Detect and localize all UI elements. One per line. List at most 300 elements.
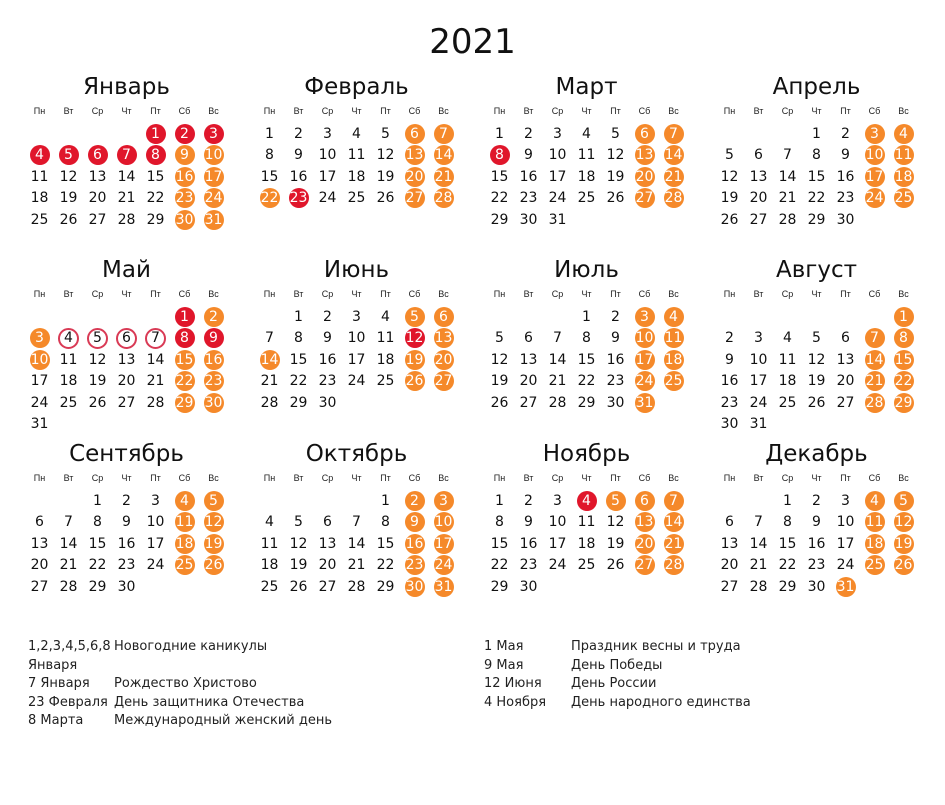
weekend-day: 21 <box>664 535 683 552</box>
days-grid <box>255 123 458 209</box>
day-cell: 12 <box>88 351 107 368</box>
day-cell: 26 <box>807 394 826 411</box>
day-cell: 25 <box>59 394 78 411</box>
weekday-label: Пн <box>33 289 46 299</box>
empty-cell <box>831 306 860 328</box>
legend-date: 1 Мая <box>484 639 524 654</box>
weekend-day: 31 <box>204 211 223 228</box>
weekend-day: 5 <box>400 306 429 328</box>
day-cell: 24 <box>347 373 366 390</box>
day-cell: 28 <box>260 394 279 411</box>
weekday-label: Вс <box>668 473 679 483</box>
weekend-day: 16 <box>204 351 223 368</box>
empty-cell <box>54 123 83 145</box>
weekend-day: 20 <box>405 168 424 185</box>
legend-date: 12 Июня <box>484 676 542 691</box>
weekday-label: Вс <box>208 106 219 116</box>
weekday-label: Чт <box>121 289 132 299</box>
day-cell: 25 <box>376 373 395 390</box>
day-cell: 17 <box>146 535 165 552</box>
day-cell: 27 <box>117 394 136 411</box>
weekend-day: 8 <box>889 328 918 350</box>
day-cell: 22 <box>490 557 509 574</box>
weekday-label: Ср <box>321 289 334 299</box>
legend-date: 23 Февраля <box>28 694 108 710</box>
day-cell: 14 <box>59 535 78 552</box>
weekend-day: 31 <box>434 578 453 595</box>
empty-cell <box>773 306 802 328</box>
weekend-day: 27 <box>635 557 654 574</box>
day-cell: 13 <box>30 535 49 552</box>
day-cell: 27 <box>318 578 337 595</box>
weekend-day: 22 <box>175 373 194 390</box>
day-cell: 3 <box>553 492 562 509</box>
legend-row <box>28 694 468 713</box>
empty-cell <box>715 306 744 328</box>
month-1 <box>25 72 228 231</box>
day-cell: 25 <box>30 211 49 228</box>
day-cell: 21 <box>146 373 165 390</box>
day-cell: 9 <box>524 147 533 164</box>
day-cell: 19 <box>606 535 625 552</box>
day-cell: 10 <box>318 147 337 164</box>
empty-cell <box>802 306 831 328</box>
day-cell: 19 <box>289 557 308 574</box>
weekend-day: 10 <box>30 351 49 368</box>
day-cell: 22 <box>577 373 596 390</box>
weekday-label: Пн <box>33 106 46 116</box>
day-cell: 4 <box>265 514 274 531</box>
weekend-day: 25 <box>175 557 194 574</box>
empty-cell <box>25 123 54 145</box>
day-cell: 4 <box>582 125 591 142</box>
holiday-legend-left <box>28 638 468 731</box>
day-cell: 7 <box>265 330 274 347</box>
day-cell: 4 <box>381 308 390 325</box>
weekday-label: Чт <box>811 106 822 116</box>
weekday-label: Вт <box>63 473 74 483</box>
weekend-day: 4 <box>170 490 199 512</box>
day-cell: 31 <box>548 211 567 228</box>
weekday-label: Вт <box>293 106 304 116</box>
weekend-day: 26 <box>405 373 424 390</box>
day-cell: 11 <box>59 351 78 368</box>
weekend-day: 6 <box>630 490 659 512</box>
weekend-day: 14 <box>260 351 279 368</box>
weekend-day: 11 <box>894 147 913 164</box>
month-title: Май <box>102 257 151 283</box>
day-cell: 15 <box>289 351 308 368</box>
weekday-label: Ср <box>321 473 334 483</box>
day-cell: 30 <box>318 394 337 411</box>
day-cell: 12 <box>606 147 625 164</box>
weekday-label: Пн <box>263 289 276 299</box>
empty-cell <box>715 490 744 512</box>
month-title: Январь <box>83 74 170 100</box>
day-cell: 23 <box>807 557 826 574</box>
day-cell: 11 <box>260 535 279 552</box>
day-cell: 15 <box>260 168 279 185</box>
weekend-day: 28 <box>865 394 884 411</box>
weekday-label: Пт <box>840 106 851 116</box>
day-cell: 12 <box>807 351 826 368</box>
weekday-label: Вт <box>523 106 534 116</box>
weekday-header <box>255 104 458 118</box>
weekend-day: 24 <box>865 190 884 207</box>
weekday-label: Сб <box>868 473 881 483</box>
day-cell: 27 <box>88 211 107 228</box>
weekday-label: Вс <box>898 473 909 483</box>
day-cell: 2 <box>611 308 620 325</box>
weekend-day: 20 <box>635 168 654 185</box>
weekday-label: Вс <box>668 289 679 299</box>
day-cell: 17 <box>749 373 768 390</box>
day-cell: 29 <box>376 578 395 595</box>
weekend-day: 17 <box>204 168 223 185</box>
day-cell: 12 <box>376 147 395 164</box>
day-cell: 8 <box>294 330 303 347</box>
day-cell: 23 <box>720 394 739 411</box>
weekday-label: Вт <box>753 289 764 299</box>
weekday-label: Сб <box>178 473 191 483</box>
day-cell: 8 <box>783 514 792 531</box>
empty-cell <box>744 123 773 145</box>
day-cell: 3 <box>841 492 850 509</box>
day-cell: 26 <box>490 394 509 411</box>
day-cell: 3 <box>323 125 332 142</box>
weekend-day: 27 <box>434 373 453 390</box>
weekday-label: Чт <box>811 473 822 483</box>
weekend-day: 9 <box>400 512 429 534</box>
weekday-label: Вт <box>523 289 534 299</box>
legend-holiday-name: День России <box>571 676 657 691</box>
weekend-day: 31 <box>836 578 855 595</box>
holiday-day: 4 <box>572 490 601 512</box>
weekend-day: 15 <box>894 351 913 368</box>
weekend-day: 13 <box>635 147 654 164</box>
weekend-day: 2 <box>400 490 429 512</box>
weekend-day: 18 <box>865 535 884 552</box>
holiday-day: 2 <box>170 123 199 145</box>
weekend-day: 5 <box>889 490 918 512</box>
weekday-label: Пн <box>263 106 276 116</box>
weekday-label: Сб <box>868 106 881 116</box>
month-title: Июль <box>554 257 619 283</box>
days-grid <box>715 490 918 598</box>
day-cell: 18 <box>376 351 395 368</box>
day-cell: 21 <box>117 190 136 207</box>
weekend-day: 22 <box>894 373 913 390</box>
days-grid <box>715 123 918 231</box>
day-cell: 12 <box>606 514 625 531</box>
weekday-label: Сб <box>638 106 651 116</box>
days-grid <box>255 490 458 598</box>
day-cell: 24 <box>548 190 567 207</box>
weekend-day: 7 <box>659 123 688 145</box>
day-cell: 18 <box>577 168 596 185</box>
day-cell: 1 <box>495 125 504 142</box>
day-cell: 17 <box>30 373 49 390</box>
weekend-day: 21 <box>865 373 884 390</box>
day-cell: 5 <box>611 125 620 142</box>
weekday-label: Пт <box>610 289 621 299</box>
day-cell: 15 <box>577 351 596 368</box>
day-cell: 23 <box>606 373 625 390</box>
day-cell: 22 <box>146 190 165 207</box>
day-cell: 16 <box>606 351 625 368</box>
day-cell: 17 <box>548 168 567 185</box>
day-cell: 24 <box>548 557 567 574</box>
legend-row <box>484 657 924 676</box>
weekday-label: Чт <box>121 106 132 116</box>
weekday-header <box>25 104 228 118</box>
day-cell: 3 <box>553 125 562 142</box>
legend-row <box>484 675 924 694</box>
weekday-label: Ср <box>321 106 334 116</box>
weekday-label: Ср <box>91 289 104 299</box>
day-cell: 20 <box>749 190 768 207</box>
weekend-day: 29 <box>894 394 913 411</box>
weekday-label: Вс <box>438 106 449 116</box>
day-cell: 26 <box>59 211 78 228</box>
day-cell: 6 <box>323 514 332 531</box>
weekday-label: Сб <box>408 289 421 299</box>
empty-cell <box>773 123 802 145</box>
day-cell: 15 <box>490 168 509 185</box>
day-cell: 10 <box>146 514 165 531</box>
day-cell: 20 <box>117 373 136 390</box>
day-cell: 19 <box>490 373 509 390</box>
weekend-day: 5 <box>199 490 228 512</box>
empty-cell <box>25 306 54 328</box>
weekend-day: 23 <box>204 373 223 390</box>
month-title: Февраль <box>304 74 409 100</box>
day-cell: 8 <box>93 514 102 531</box>
weekend-day: 28 <box>434 190 453 207</box>
weekday-label: Вс <box>438 473 449 483</box>
day-cell: 30 <box>720 416 739 433</box>
day-cell: 13 <box>720 535 739 552</box>
circled-day: 5 <box>83 328 112 350</box>
circled-day: 4 <box>54 328 83 350</box>
day-cell: 7 <box>553 330 562 347</box>
day-cell: 8 <box>265 147 274 164</box>
day-cell: 18 <box>577 535 596 552</box>
holiday-day: 5 <box>54 145 83 167</box>
day-cell: 14 <box>778 168 797 185</box>
weekday-label: Вт <box>523 473 534 483</box>
weekday-label: Чт <box>351 106 362 116</box>
day-cell: 18 <box>260 557 279 574</box>
day-cell: 14 <box>117 168 136 185</box>
weekday-header <box>255 471 458 485</box>
day-cell: 20 <box>836 373 855 390</box>
legend-row <box>28 712 468 731</box>
legend-holiday-name: Праздник весны и труда <box>571 639 741 654</box>
weekday-header <box>25 471 228 485</box>
weekday-label: Сб <box>178 106 191 116</box>
day-cell: 10 <box>836 514 855 531</box>
day-cell: 16 <box>807 535 826 552</box>
day-cell: 21 <box>260 373 279 390</box>
month-title: Октябрь <box>305 441 408 467</box>
weekday-label: Ср <box>551 289 564 299</box>
day-cell: 11 <box>30 168 49 185</box>
day-cell: 26 <box>376 190 395 207</box>
weekday-label: Пт <box>840 289 851 299</box>
day-cell: 19 <box>376 168 395 185</box>
holiday-day: 8 <box>170 328 199 350</box>
empty-cell <box>83 306 112 328</box>
month-11 <box>485 439 688 598</box>
month-3 <box>485 72 688 231</box>
day-cell: 5 <box>381 125 390 142</box>
weekend-day: 6 <box>630 123 659 145</box>
day-cell: 13 <box>836 351 855 368</box>
day-cell: 20 <box>30 557 49 574</box>
holiday-day: 6 <box>83 145 112 167</box>
day-cell: 31 <box>30 416 49 433</box>
day-cell: 2 <box>841 125 850 142</box>
day-cell: 15 <box>376 535 395 552</box>
empty-cell <box>744 490 773 512</box>
weekday-label: Чт <box>581 289 592 299</box>
day-cell: 16 <box>720 373 739 390</box>
day-cell: 6 <box>841 330 850 347</box>
day-cell: 9 <box>323 330 332 347</box>
day-cell: 2 <box>524 492 533 509</box>
day-cell: 15 <box>778 535 797 552</box>
month-title: Сентябрь <box>69 441 184 467</box>
empty-cell <box>112 123 141 145</box>
day-cell: 2 <box>812 492 821 509</box>
empty-cell <box>514 306 543 328</box>
day-cell: 29 <box>577 394 596 411</box>
weekday-label: Вс <box>208 289 219 299</box>
weekday-label: Пт <box>380 289 391 299</box>
day-cell: 29 <box>146 211 165 228</box>
weekend-day: 6 <box>429 306 458 328</box>
days-grid <box>25 123 228 231</box>
day-cell: 22 <box>807 190 826 207</box>
weekend-day: 3 <box>429 490 458 512</box>
day-cell: 29 <box>778 578 797 595</box>
day-cell: 9 <box>611 330 620 347</box>
holiday-day: 8 <box>141 145 170 167</box>
day-cell: 8 <box>495 514 504 531</box>
weekend-day: 6 <box>400 123 429 145</box>
day-cell: 24 <box>30 394 49 411</box>
day-cell: 1 <box>294 308 303 325</box>
day-cell: 30 <box>836 211 855 228</box>
weekend-day: 14 <box>664 147 683 164</box>
weekend-day: 29 <box>175 394 194 411</box>
month-9 <box>25 439 228 598</box>
weekday-label: Сб <box>868 289 881 299</box>
day-cell: 26 <box>606 190 625 207</box>
legend-row <box>28 675 468 694</box>
weekend-day: 10 <box>204 147 223 164</box>
weekend-day: 18 <box>664 351 683 368</box>
day-cell: 15 <box>807 168 826 185</box>
day-cell: 13 <box>88 168 107 185</box>
day-cell: 1 <box>93 492 102 509</box>
weekend-day: 23 <box>405 557 424 574</box>
weekend-day: 3 <box>860 123 889 145</box>
day-cell: 17 <box>836 535 855 552</box>
weekday-label: Вс <box>208 473 219 483</box>
day-cell: 14 <box>749 535 768 552</box>
day-cell: 6 <box>524 330 533 347</box>
day-cell: 16 <box>117 535 136 552</box>
day-cell: 6 <box>35 514 44 531</box>
day-cell: 11 <box>778 351 797 368</box>
day-cell: 5 <box>495 330 504 347</box>
weekend-day: 3 <box>630 306 659 328</box>
legend-row <box>484 638 924 657</box>
days-grid <box>25 490 228 598</box>
day-cell: 30 <box>117 578 136 595</box>
day-cell: 13 <box>318 535 337 552</box>
weekday-label: Пт <box>610 473 621 483</box>
weekday-label: Сб <box>638 473 651 483</box>
weekday-label: Вт <box>63 106 74 116</box>
day-cell: 19 <box>606 168 625 185</box>
weekend-day: 19 <box>204 535 223 552</box>
day-cell: 19 <box>720 190 739 207</box>
day-cell: 11 <box>376 330 395 347</box>
day-cell: 29 <box>289 394 308 411</box>
weekday-label: Чт <box>351 473 362 483</box>
weekend-day: 13 <box>434 330 453 347</box>
day-cell: 21 <box>778 190 797 207</box>
day-cell: 28 <box>548 394 567 411</box>
month-10 <box>255 439 458 598</box>
weekend-day: 25 <box>664 373 683 390</box>
weekday-label: Вт <box>63 289 74 299</box>
day-cell: 11 <box>577 147 596 164</box>
weekday-header <box>485 104 688 118</box>
legend-row <box>28 657 468 676</box>
day-cell: 17 <box>318 168 337 185</box>
weekend-day: 4 <box>889 123 918 145</box>
weekday-label: Сб <box>408 473 421 483</box>
day-cell: 16 <box>836 168 855 185</box>
weekend-day: 25 <box>865 557 884 574</box>
weekend-day: 7 <box>860 328 889 350</box>
day-cell: 23 <box>519 190 538 207</box>
empty-cell <box>744 306 773 328</box>
day-cell: 6 <box>754 147 763 164</box>
weekday-label: Пт <box>610 106 621 116</box>
day-cell: 10 <box>548 514 567 531</box>
day-cell: 25 <box>778 394 797 411</box>
weekend-day: 9 <box>170 145 199 167</box>
weekend-day: 24 <box>434 557 453 574</box>
day-cell: 21 <box>347 557 366 574</box>
day-cell: 10 <box>749 351 768 368</box>
legend-holiday-name: Рождество Христово <box>114 676 257 691</box>
month-title: Июнь <box>323 257 390 283</box>
day-cell: 22 <box>289 373 308 390</box>
day-cell: 5 <box>812 330 821 347</box>
empty-cell <box>860 306 889 328</box>
day-cell: 21 <box>548 373 567 390</box>
day-cell: 26 <box>88 394 107 411</box>
day-cell: 28 <box>59 578 78 595</box>
weekday-label: Ср <box>781 106 794 116</box>
day-cell: 29 <box>807 211 826 228</box>
